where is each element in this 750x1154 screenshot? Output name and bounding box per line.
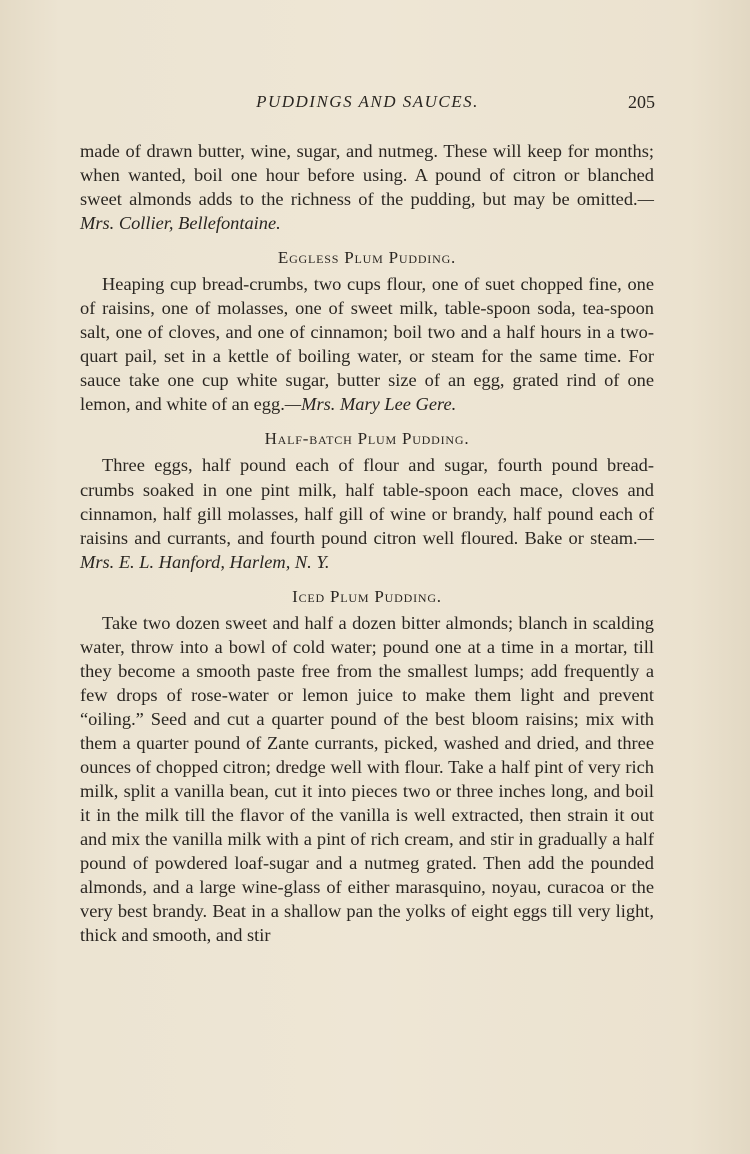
continuation-attribution: —Mrs. Collier, Bellefontaine.	[80, 189, 654, 234]
page-number: 205	[628, 92, 655, 112]
continuation-text: made of drawn butter, wine, sugar, and nutmeg. These will keep for months; when wanted, boil one hour before using. A pound of citron or blanched sweet almonds adds to the richness of the pudding, but may be omitted.	[80, 141, 654, 210]
page-body	[80, 139, 654, 947]
running-title: PUDDINGS AND SAUCES.	[256, 92, 479, 111]
recipe-eggless	[80, 272, 654, 416]
recipe-eggless-attribution: —Mrs. Mary Lee Gere.	[284, 394, 457, 415]
continuation-paragraph	[80, 139, 654, 235]
recipe-iced-text: Take two dozen sweet and half a dozen bitter almonds; blanch in scalding water, throw into a bowl of cold water; pound one at a time in a mortar, till they become a smooth paste free from the smallest lumps; add frequently a few drops of rose-water or lemon juice to make them light and prevent “oiling.” Seed and cut a quarter pound of the best bloom raisins; mix with them a quarter pound of Zante currants, picked, washed and dried, and three ounces of chopped citron; dredge well with flour. Take a half pint of very rich milk, split a vanilla bean, cut it into pieces two or three inches long, and boil it in the milk till the flavor of the vanilla is well extracted, then strain it out and mix the vanilla milk with a pint of rich cream, and stir in gradually a half pound of powdered loaf-sugar and a nutmeg grated. Then add the pounded almonds, and a large wine-glass of either marasquino, noyau, curacoa or the very best brandy. Beat in a shallow pan the yolks of eight eggs till very light, thick and smooth, and stir	[80, 612, 654, 946]
recipe-title-eggless: Eggless Plum Pudding.	[277, 248, 457, 268]
recipe-eggless-text: Heaping cup bread-crumbs, two cups flour, one of suet chopped fine, one of raisins, one of molasses, one of sweet milk, table-spoon soda, tea-spoon salt, one of cloves, and one of cinnamon; boil two and a half hours in a two-quart pail, set in a kettle of boiling water, or steam for the same time. For sauce take one cup white sugar, butter size of an egg, grated rind of one lemon, and white of an egg.	[80, 274, 654, 415]
recipe-half-batch-text: Three eggs, half pound each of flour and sugar, fourth pound bread-crumbs soaked in one pint milk, half table-spoon each mace, cloves and cinnamon, half gill molasses, half gill of wine or brandy, half pound each of raisins and currants, and fourth pound citron well floured. Bake or steam.	[80, 455, 654, 548]
recipe-title-iced: Iced Plum Pudding.	[292, 586, 442, 606]
recipe-title-half-batch: Half-batch Plum Pudding.	[264, 429, 470, 449]
running-head	[80, 92, 655, 120]
recipe-half-batch-attribution: —Mrs. E. L. Hanford, Harlem, N. Y.	[80, 527, 654, 572]
recipe-half-batch	[80, 453, 654, 573]
recipe-iced	[80, 611, 654, 948]
